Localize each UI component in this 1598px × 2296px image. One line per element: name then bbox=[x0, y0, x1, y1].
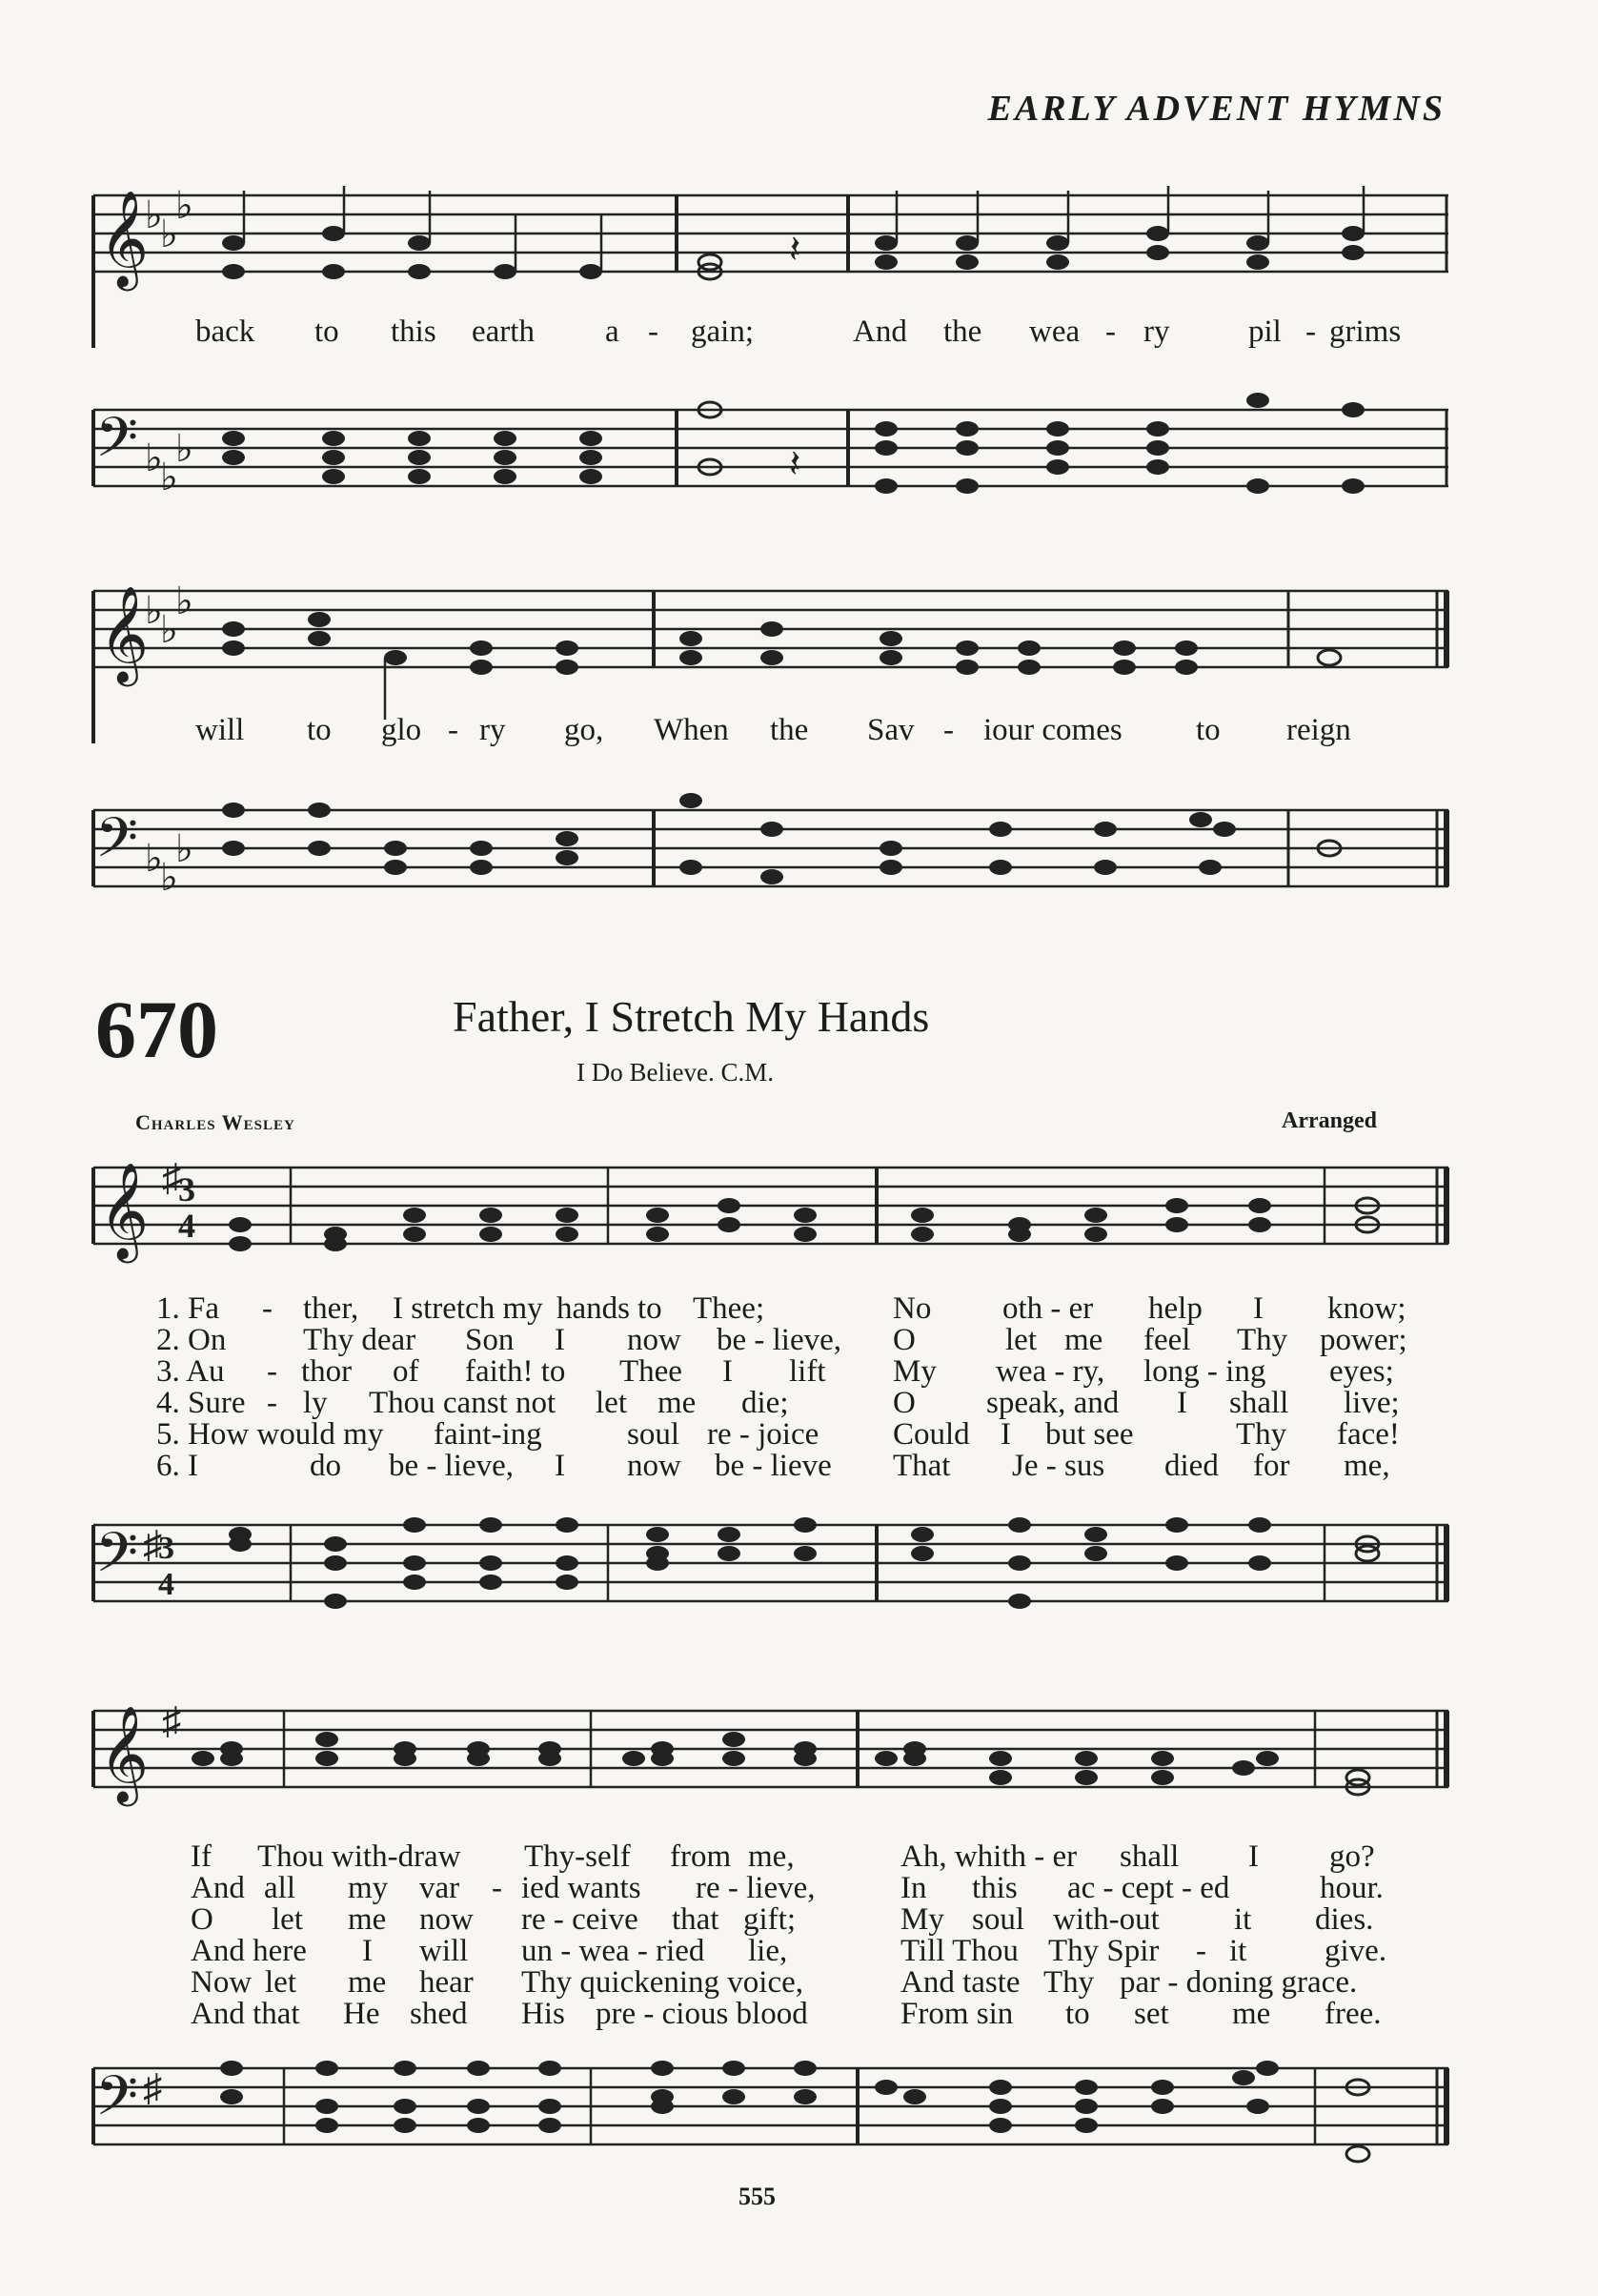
svg-text:♭: ♭ bbox=[160, 213, 178, 255]
verse-3-line-2: O let me now re - ceive that gift; My soul with-out it dies. bbox=[191, 1902, 1374, 1937]
svg-text:𝄢: 𝄢 bbox=[95, 1524, 139, 1597]
music-staff-treble-3 bbox=[86, 1158, 1458, 1291]
svg-text:♭: ♭ bbox=[175, 427, 193, 470]
verse-5-line-1: 5. How would my faint-ing soul re - joice Could I but see Thy face! bbox=[156, 1417, 1400, 1452]
verse-2-line-2: And all my var - ied wants re - lieve, In this ac - cept - ed hour. bbox=[191, 1871, 1384, 1905]
svg-text:𝄢: 𝄢 bbox=[95, 409, 139, 482]
svg-text:♭: ♭ bbox=[160, 856, 178, 899]
svg-text:𝄞: 𝄞 bbox=[99, 193, 150, 286]
svg-text:♭: ♭ bbox=[145, 589, 163, 632]
verse-6-line-1: 6. I do be - lieve, I now be - lieve That Je - sus died for me, bbox=[156, 1449, 1390, 1483]
svg-text:♭: ♭ bbox=[145, 437, 163, 479]
music-staff-bass-4 bbox=[86, 2049, 1458, 2183]
svg-text:3: 3 bbox=[158, 1531, 174, 1566]
lyrics-line-prev-1: back to this earth a - gain; And the wea - ry pil - grims bbox=[195, 315, 1402, 349]
svg-text:♯: ♯ bbox=[162, 1701, 181, 1742]
music-staff-bass-1 bbox=[86, 391, 1458, 562]
hymn-number: 670 bbox=[95, 984, 218, 1075]
svg-text:𝄞: 𝄞 bbox=[99, 589, 150, 681]
svg-text:♭: ♭ bbox=[160, 608, 178, 651]
verse-5-line-2: Now let me hear Thy quickening voice, And taste Thy par - doning grace. bbox=[191, 1965, 1358, 2000]
hymn-tune: I Do Believe. C.M. bbox=[576, 1058, 774, 1087]
verse-2-line-1: 2. On Thy dear Son I now be - lieve, O let me feel Thy power; bbox=[156, 1323, 1407, 1357]
svg-text:3: 3 bbox=[178, 1170, 195, 1209]
svg-text:♭: ♭ bbox=[145, 837, 163, 880]
section-header: EARLY ADVENT HYMNS bbox=[987, 89, 1446, 129]
music-staff-bass-2 bbox=[86, 791, 1458, 953]
music-staff-treble-4 bbox=[86, 1701, 1458, 1835]
svg-text:♯: ♯ bbox=[143, 1523, 162, 1566]
svg-text:♯: ♯ bbox=[162, 1158, 181, 1199]
svg-text:𝄽: 𝄽 bbox=[789, 442, 801, 485]
svg-text:♭: ♭ bbox=[175, 827, 193, 870]
verse-1-line-1: 1. Fa - ther, I stretch my hands to Thee; No oth - er help I know; bbox=[156, 1291, 1406, 1326]
hymn-arranger: Arranged bbox=[1282, 1108, 1377, 1133]
svg-text:𝄽: 𝄽 bbox=[789, 228, 801, 271]
svg-text:𝄢: 𝄢 bbox=[95, 809, 139, 883]
svg-text:♭: ♭ bbox=[160, 456, 178, 498]
verse-3-line-1: 3. Au - thor of faith! to Thee I lift My wea - ry, long - ing eyes; bbox=[156, 1354, 1394, 1389]
verse-4-line-1: 4. Sure - ly Thou canst not let me die; O speak, and I shall live; bbox=[156, 1386, 1400, 1420]
svg-text:♯: ♯ bbox=[143, 2066, 162, 2109]
verse-4-line-2: And here I will un - wea - ried lie, Till Thou Thy Spir - it give. bbox=[191, 1934, 1387, 1968]
verse-6-line-2: And that He shed His pre - cious blood From sin to set me free. bbox=[191, 1997, 1382, 2031]
svg-text:♭: ♭ bbox=[175, 186, 193, 227]
lyrics-line-prev-2: will to glo - ry go, When the Sav - iour comes to reign bbox=[195, 713, 1351, 747]
page-number: 555 bbox=[738, 2183, 776, 2210]
svg-text:𝄢: 𝄢 bbox=[95, 2067, 139, 2141]
hymn-title: Father, I Stretch My Hands bbox=[453, 992, 930, 1041]
svg-text:♭: ♭ bbox=[145, 193, 163, 236]
svg-text:4: 4 bbox=[178, 1207, 195, 1245]
music-staff-bass-3 bbox=[86, 1506, 1458, 1649]
svg-text:𝄞: 𝄞 bbox=[99, 1709, 150, 1801]
verse-1-line-2: If Thou with-draw Thy-self from me, Ah, whith - er shall I go? bbox=[191, 1839, 1375, 1874]
svg-text:4: 4 bbox=[158, 1567, 174, 1602]
hymn-author: Charles Wesley bbox=[135, 1110, 295, 1134]
svg-text:♭: ♭ bbox=[175, 581, 193, 622]
svg-text:𝄞: 𝄞 bbox=[99, 1166, 150, 1258]
